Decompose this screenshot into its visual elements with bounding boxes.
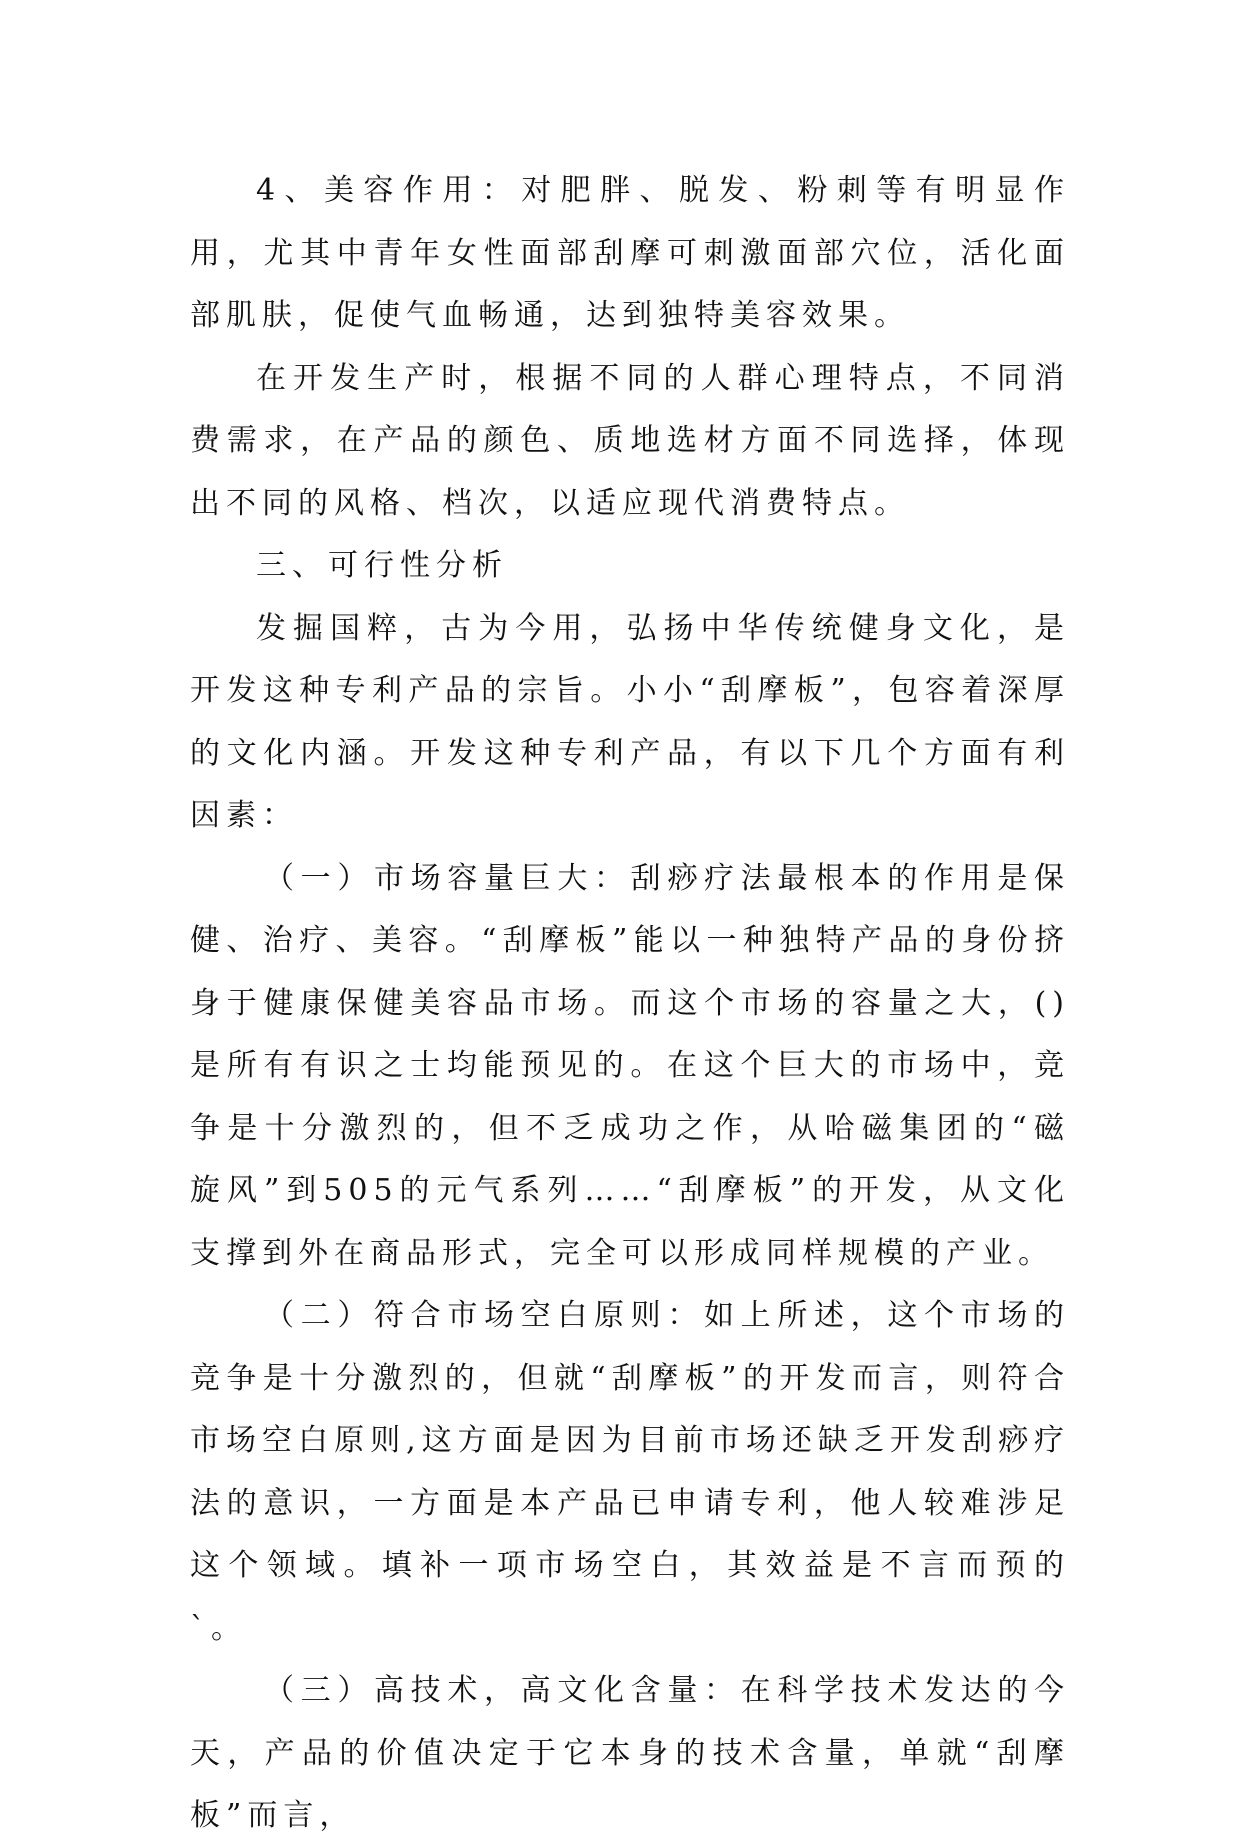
- paragraph-beauty-effect: 4、美容作用：对肥胖、脱发、粉刺等有明显作用，尤其中青年女性面部刮摩可刺激面部穴位，活化面部肌肤，促使气血畅通，达到独特美容效果。: [190, 173, 1070, 333]
- document-body: [190, 160, 1070, 1848]
- paragraph-purpose: 发掘国粹，古为今用，弘扬中华传统健身文化，是开发这种专利产品的宗旨。小小“刮摩板”，包容着深厚的文化内涵。开发这种专利产品，有以下几个方面有利因素：: [190, 610, 1070, 833]
- section-heading-feasibility: 三、可行性分析: [256, 548, 508, 583]
- paragraph-market-capacity: （一）市场容量巨大：刮痧疗法最根本的作用是保健、治疗、美容。“刮摩板”能以一种独特产品的身份挤身于健康保健美容品市场。而这个市场的容量之大，()是所有有识之士均能预见的。在这个巨大的市场中，竞争是十分激烈的，但不乏成功之作，从哈磁集团的“磁旋风”到505的元气系列……“刮摩板”的开发，从文化支撑到外在商品形式，完全可以形成同样规模的产业。: [190, 860, 1070, 1271]
- paragraph-production: 在开发生产时，根据不同的人群心理特点，不同消费需求，在产品的颜色、质地选材方面不同选择，体现出不同的风格、档次，以适应现代消费特点。: [190, 360, 1070, 521]
- paragraph-high-tech: （三）高技术，高文化含量：在科学技术发达的今天，产品的价值决定于它本身的技术含量，单就“刮摩板”而言，: [190, 1673, 1070, 1833]
- paragraph-market-gap: （二）符合市场空白原则：如上所述，这个市场的竞争是十分激烈的，但就“刮摩板”的开发而言，则符合市场空白原则,这方面是因为目前市场还缺乏开发刮痧疗法的意识，一方面是本产品已申请专利，他人较难涉足这个领域。填补一项市场空白，其效益是不言而预的`。: [190, 1298, 1070, 1646]
